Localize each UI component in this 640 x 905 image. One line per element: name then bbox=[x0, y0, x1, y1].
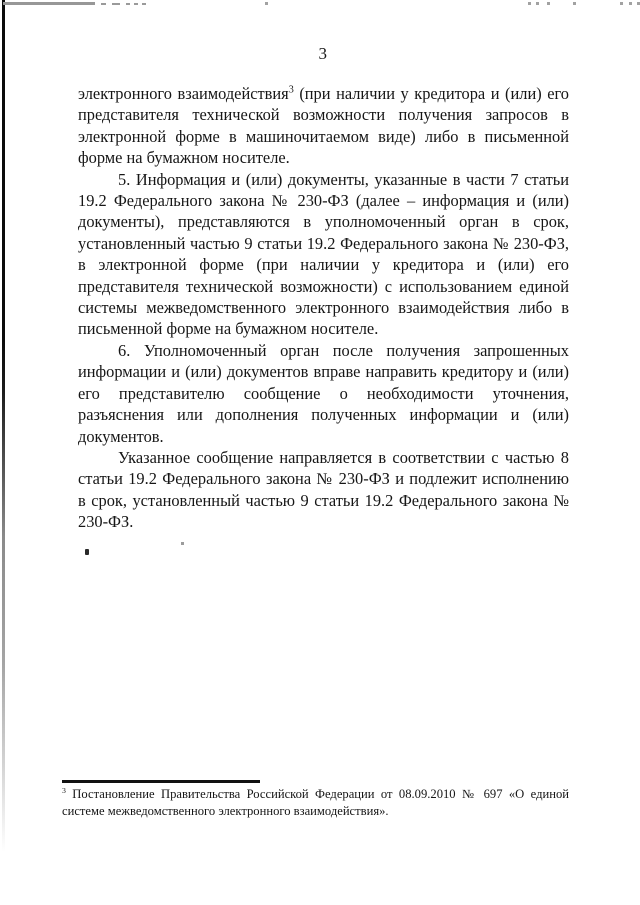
paragraph: Указанное сообщение направляется в соответствии с частью 8 статьи 19.2 Федерального закона № 230-ФЗ и подлежит исполнению в срок, установленный частью 9 статьи 19.2 Федерального закона № 230-ФЗ. bbox=[78, 447, 569, 532]
scan-dash-artifact bbox=[134, 3, 138, 5]
ink-speck-artifact bbox=[85, 549, 89, 555]
scan-dot-artifact bbox=[573, 2, 576, 5]
paragraph: 6. Уполномоченный орган после получения запрошенных информации и (или) документов вправе направить кредитору и (или) его представителю сообщение о необходимости уточнения, разъяснения или дополнения полученных информации и (или) документов. bbox=[78, 340, 569, 446]
scan-dot-artifact bbox=[528, 2, 531, 5]
document-paragraphs bbox=[78, 83, 569, 533]
scan-dash-artifact bbox=[112, 3, 120, 5]
scan-dot-artifact bbox=[265, 2, 268, 5]
paragraph: электронного взаимодействия$^3$ (при наличии у кредитора и (или) его представителя технической возможности получения запросов в электронной форме в машиночитаемом виде) либо в письменной форме на бумажном носителе. bbox=[78, 84, 569, 168]
scan-dot-artifact bbox=[547, 2, 550, 5]
scan-dash-artifact bbox=[126, 3, 130, 5]
paragraph: 5. Информация и (или) документы, указанные в части 7 статьи 19.2 Федерального закона № 230-ФЗ (далее – информация и (или) документы), представляются в уполномоченный орган в срок, установленный частью 9 статьи 19.2 Федерального закона № 230-ФЗ, в электронной форме (при наличии у кредитора и (или) его представителя технической возможности) с использованием единой системы межведомственного электронного взаимодействия либо в письменной форме на бумажном носителе. bbox=[78, 169, 569, 339]
scan-edge-line-top bbox=[3, 2, 95, 5]
page-number: 3 bbox=[318, 44, 328, 63]
scan-dash-artifact bbox=[142, 3, 146, 5]
scan-edge-line-left bbox=[2, 0, 5, 852]
scan-dash-artifact bbox=[101, 3, 106, 5]
scan-dot-artifact bbox=[629, 2, 632, 5]
ink-speck-artifact bbox=[181, 542, 184, 545]
scan-dot-artifact bbox=[620, 2, 623, 5]
footnote-text: $^3$ Постановление Правительства Российской Федерации от 08.09.2010 № 697 «О единой системе межведомственного электронного взаимодействия». bbox=[62, 785, 569, 818]
footnote-reference-superscript: 3 bbox=[62, 785, 66, 795]
scan-dot-artifact bbox=[536, 2, 539, 5]
footnote-reference-superscript: 3 bbox=[288, 84, 294, 96]
footnote-separator bbox=[62, 780, 260, 783]
